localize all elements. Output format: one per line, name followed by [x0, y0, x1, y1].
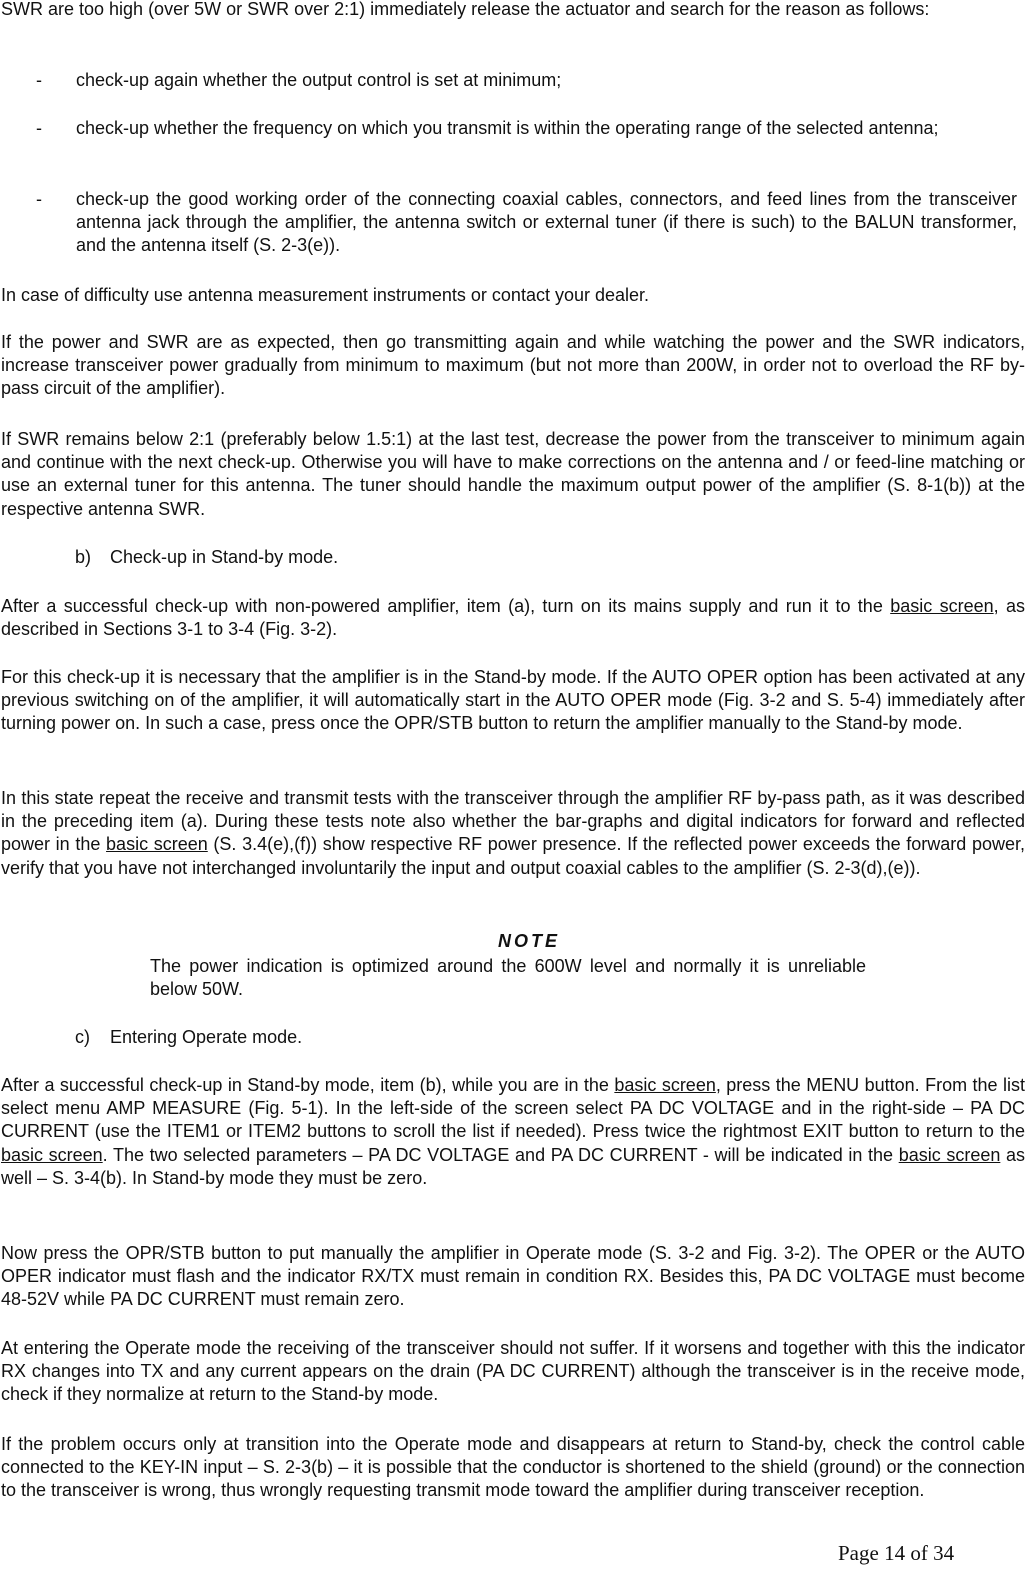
menu-paragraph: After a successful check-up in Stand-by mode, item (b), while you are in the basic screen, press the MENU button. From the list select menu AMP MEASURE (Fig. 5-1). In the left-side of the screen select PA DC VOLTAGE and in the right-side – PA DC CURRENT (use the ITEM1 or ITEM2 buttons to scroll the list if needed). Press twice the rightmost EXIT button to return to the basic screen. The two selected parameters – PA DC VOLTAGE and PA DC CURRENT - will be indicated in the basic screen as well – S. 3-4(b). In Stand-by mode they must be zero. — [1, 1075, 1025, 1188]
list-dash: - — [36, 70, 42, 90]
basic-screen-link[interactable]: basic screen — [1, 1144, 103, 1165]
power-swr-paragraph: If the power and SWR are as expected, then go transmitting again and while watching the power and the SWR indicators, increase transceiver power gradually from minimum to maximum (but not more than 200W, in order not to overload the RF by-pass circuit of the amplifier). — [1, 332, 1025, 399]
section-title: Check-up in Stand-by mode. — [110, 547, 339, 567]
intro-paragraph: SWR are too high (over 5W or SWR over 2:1) immediately release the actuator and search for the reason as follows: — [1, 0, 930, 19]
list-item-text: check-up the good working order of the connecting coaxial cables, connectors, and feed lines from the transceiver antenna jack through the amplifier, the antenna switch or external tuner (if there is such) to the BALUN transformer, and the antenna itself (S. 2-3(e)). — [76, 189, 1017, 256]
page-number: Page 14 of 34 — [838, 1541, 955, 1565]
list-dash: - — [36, 118, 42, 138]
difficulty-paragraph: In case of difficulty use antenna measurement instruments or contact your dealer. — [1, 285, 650, 305]
section-title: Entering Operate mode. — [110, 1027, 303, 1047]
basic-screen-link[interactable]: basic screen — [614, 1075, 716, 1095]
note-text: The power indication is optimized around the 600W level and normally it is unreliable below 50W. — [150, 956, 866, 1000]
basic-screen-link[interactable]: basic screen — [898, 1144, 1001, 1165]
standby-paragraph: For this check-up it is necessary that the amplifier is in the Stand-by mode. If the AUTO OPER option has been activated at any previous switching on of the amplifier, it will automatically start in the AUTO OPER mode (Fig. 3-2 and S. 5-4) immediately after turning power on. In such a case, press once the OPR/STB button to return the amplifier manually to the Stand-by mode. — [1, 667, 1025, 734]
list-item-text: check-up again whether the output control is set at minimum; — [76, 70, 562, 90]
repeat-tests-paragraph: In this state repeat the receive and transmit tests with the transceiver through the amplifier RF by-pass path, as it was described in the preceding item (a). During these tests note also whether the bar-graphs and digital indicators for forward and reflected power in the basic screen (S. 3.4(e),(f)) show respective RF power presence. If the reflected power exceeds the forward power, verify that you have not interchanged involuntarily the input and output coaxial cables to the amplifier (S. 2-3(d),(e)). — [1, 788, 1026, 878]
basic-screen-link[interactable]: basic screen — [106, 834, 208, 855]
swr-remains-paragraph: If SWR remains below 2:1 (preferably below 1.5:1) at the last test, decrease the power from the transceiver to minimum again and continue with the next check-up. Otherwise you will have to make corrections on the antenna and / or feed-line matching or use an external tuner for this antenna. The tuner should handle the maximum output power of the amplifier (S. 8-1(b)) at the respective antenna SWR. — [1, 429, 1025, 519]
receiving-paragraph: At entering the Operate mode the receiving of the transceiver should not suffer. If it worsens and together with this the indicator RX changes into TX and any current appears on the drain (PA DC CURRENT) although the transceiver is in the receive mode, check if they normalize at return to the Stand-by mode. — [1, 1338, 1025, 1405]
transition-paragraph: If the problem occurs only at transition into the Operate mode and disappears at return to Stand-by, check the control cable connected to the KEY-IN input – S. 2-3(b) – it is possible that the conductor is shortened to the shield (ground) or the connection to the transceiver is wrong, thus wrongly requesting transmit mode toward the amplifier during transceiver reception. — [1, 1434, 1025, 1501]
operate-paragraph: Now press the OPR/STB button to put manually the amplifier in Operate mode (S. 3-2 and Fig. 3-2). The OPER or the AUTO OPER indicator must flash and the indicator RX/TX must remain in condition RX. Besides this, PA DC VOLTAGE must become 48-52V while PA DC CURRENT must remain zero. — [1, 1243, 1025, 1310]
note-title: NOTE — [497, 931, 560, 951]
list-dash: - — [36, 189, 42, 209]
section-label: b) — [75, 547, 92, 567]
section-label: c) — [75, 1027, 90, 1047]
list-item-text: check-up whether the frequency on which you transmit is within the operating range of the selected antenna; — [76, 118, 939, 138]
basic-screen-link[interactable]: basic screen — [890, 596, 994, 616]
after-success-paragraph: After a successful check-up with non-powered amplifier, item (a), turn on its mains supply and run it to the basic screen, as described in Sections 3-1 to 3-4 (Fig. 3-2). — [1, 596, 1025, 640]
